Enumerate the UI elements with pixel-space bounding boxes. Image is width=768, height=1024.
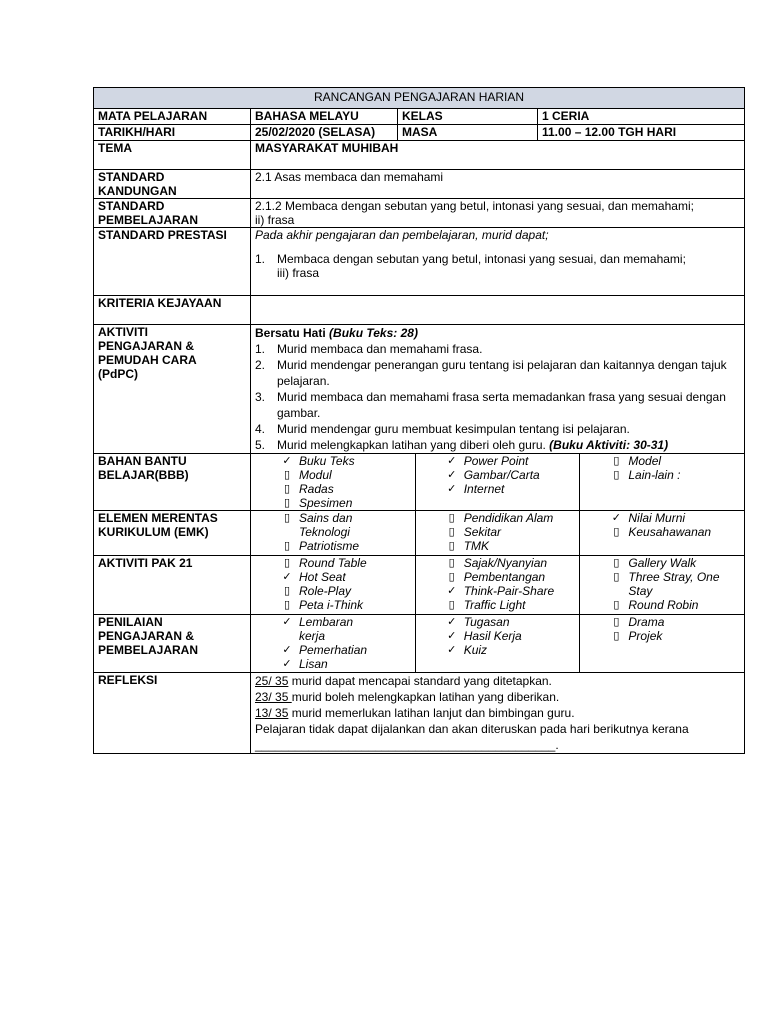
option-label: Nilai Murni [628,511,686,525]
emk-column [415,511,580,555]
option-label: Pemerhatian [299,643,368,657]
option-label: Sekitar [463,525,502,539]
activity-text [277,421,740,437]
activities-heading-reference: (Buku Teks: 28) [329,326,418,340]
option-label: Patriotisme [299,539,360,553]
option-item [440,525,576,539]
checkbox-icon: ▯ [283,539,291,552]
option-spacer [275,629,299,643]
reflection-value [251,673,745,754]
cross-curricular-label-line1: ELEMEN MERENTAS [98,511,218,525]
assessment-label-line1: PENILAIAN [98,615,163,629]
reflection-count-2: 23/ 35 [255,690,292,704]
theme-value: MASYARAKAT MUHIBAH [251,141,745,170]
activity-number: 4. [255,422,266,436]
document-title: RANCANGAN PENGAJARAN HARIAN [94,88,745,109]
option-item [275,657,411,671]
checkbox-icon: ▯ [448,556,455,569]
reflection-count-1: 25/ 35 [255,674,289,688]
option-label: Model [628,454,662,468]
option-label: Lain-lain : [628,468,681,482]
option-item [275,496,411,510]
checkmark-icon: ✓ [447,643,457,656]
teaching-aids-label-line2: BELAJAR(BBB) [98,468,189,482]
checkmark-icon: ✓ [282,643,292,656]
option-item [275,584,411,598]
learning-standard-value [251,199,745,228]
activity-text [277,389,740,421]
activity-number: 3. [255,390,266,404]
option-item [604,468,740,482]
option-item [604,556,740,570]
option-spacer [275,525,299,539]
cross-curricular-label-line2: KURIKULUM (EMK) [98,525,209,539]
performance-standard-text-line2: iii) frasa [277,266,320,280]
option-label: Modul [299,468,332,482]
activity-text [277,341,740,357]
option-label: Keusahawanan [628,525,712,539]
option-item [275,598,411,612]
option-item [440,468,576,482]
activities-label-line3: PEMUDAH CARA [98,353,197,367]
activity-number: 2. [255,358,266,372]
option-label: Sajak/Nyanyian [463,556,548,570]
pak-column [251,556,415,614]
checkbox-icon: ▯ [613,598,620,611]
checkbox-icon: ▯ [283,556,291,569]
performance-standard-number: 1. [255,252,266,266]
learning-standard-label-line2: PEMBELAJARAN [98,213,199,227]
activity-text [277,437,740,453]
option-item [275,511,411,525]
option-label: Peta i-Think [299,598,364,612]
activity-text-body: Murid melengkapkan latihan yang diberi oleh guru. [277,438,550,452]
time-label: MASA [398,125,538,141]
reflection-line-1 [255,673,740,689]
assessment-label-line2: PENGAJARAN & [98,629,195,643]
checkmark-icon: ✓ [447,482,457,495]
option-item [440,556,576,570]
option-item [440,511,576,525]
option-item [440,643,576,657]
option-label: Spesimen [299,496,353,510]
option-label: Stay [628,584,653,598]
option-label: Gallery Walk [628,556,697,570]
option-item [440,615,576,629]
option-item [604,454,740,468]
cross-curricular-options [251,511,745,556]
option-label: Internet [463,482,505,496]
checkbox-icon: ▯ [283,468,291,481]
option-item [604,511,740,525]
checkmark-icon: ✓ [447,584,457,597]
activity-text [277,357,740,389]
option-item [275,525,411,539]
activities-label [94,325,251,454]
bbb-column [251,454,415,510]
checkmark-icon: ✓ [282,657,292,670]
performance-standard-item [255,252,740,280]
option-item [275,643,411,657]
emk-column [251,511,415,555]
checkbox-icon: ▯ [283,496,291,509]
success-criteria-label: KRITERIA KEJAYAAN [94,296,251,325]
option-label: Power Point [463,454,529,468]
activities-label-line1: AKTIVITI [98,325,148,339]
activity-number: 5. [255,438,266,452]
option-label: Radas [299,482,334,496]
teaching-aids-options [251,454,745,511]
activities-value [251,325,745,454]
content-standard-label-line2: KANDUNGAN [98,184,177,198]
option-label: Think-Pair-Share [463,584,555,598]
option-label: Drama [628,615,665,629]
option-item [440,570,576,584]
option-label: Sains dan [299,511,353,525]
option-label: TMK [463,539,490,553]
option-item [440,629,576,643]
reflection-line-5: _____________________________________________. [255,738,559,752]
option-label: Hot Seat [299,570,346,584]
checkmark-icon: ✓ [447,454,457,467]
teaching-aids-label [94,454,251,511]
reflection-line-2 [255,689,740,705]
assessment-options [251,615,745,673]
activity-item [255,389,740,421]
option-item [604,615,740,629]
checkbox-icon: ▯ [283,598,291,611]
checkbox-icon: ▯ [448,570,455,583]
lesson-plan-table [93,87,745,754]
activity-item [255,437,740,453]
checkbox-icon: ▯ [448,539,455,552]
option-item [604,598,740,612]
emk-column [579,511,744,555]
class-value: 1 CERIA [538,109,745,125]
learning-standard-line1: 2.1.2 Membaca dengan sebutan yang betul, intonasi yang sesuai, dan memahami; [255,199,694,213]
option-label: Pendidikan Alam [463,511,554,525]
lesson-plan-document [93,87,744,754]
option-label: Gambar/Carta [463,468,540,482]
checkmark-icon: ✓ [282,570,292,583]
cross-curricular-label [94,511,251,556]
performance-standard-text [277,252,740,280]
theme-label: TEMA [94,141,251,170]
activity-text-body: Murid mendengar guru membuat kesimpulan tentang isi pelajaran. [277,422,630,436]
bbb-column [415,454,580,510]
performance-standard-text-line1: Membaca dengan sebutan yang betul, intonasi yang sesuai, dan memahami; [277,252,686,266]
content-standard-value: 2.1 Asas membaca dan memahami [251,170,745,199]
checkbox-icon: ▯ [448,511,455,524]
option-item [275,539,411,553]
option-label: Round Robin [628,598,699,612]
checkbox-icon: ▯ [448,525,455,538]
learning-standard-label [94,199,251,228]
option-label: Three Stray, One [628,570,720,584]
learning-standard-label-line1: STANDARD [98,199,165,213]
checkbox-icon: ▯ [283,584,291,597]
checkmark-icon: ✓ [611,511,621,524]
option-item [440,598,576,612]
checkmark-icon: ✓ [447,629,457,642]
option-label: Lisan [299,657,328,671]
option-label: Lembaran [299,615,354,629]
option-item [440,539,576,553]
checkbox-icon: ▯ [283,482,291,495]
reflection-text-2: murid boleh melengkapkan latihan yang diberikan. [291,690,560,704]
activity-text-body: Murid mendengar penerangan guru tentang isi pelajaran dan kaitannya dengan tajuk pelajaran. [277,358,727,388]
teaching-aids-label-line1: BAHAN BANTU [98,454,187,468]
pen-column [251,615,415,672]
checkmark-icon: ✓ [447,615,457,628]
pak-column [415,556,580,614]
option-item [604,584,740,598]
option-label: Tugasan [463,615,510,629]
option-item [604,570,740,584]
checkbox-icon: ▯ [613,468,620,481]
option-spacer [604,584,628,598]
option-label: Hasil Kerja [463,629,522,643]
reflection-count-3: 13/ 35 [255,706,289,720]
option-label: Kuiz [463,643,488,657]
option-item [275,615,411,629]
date-value: 25/02/2020 (SELASA) [251,125,398,141]
activities-label-line4: (PdPC) [98,367,138,381]
bbb-column [579,454,744,510]
option-label: Projek [628,629,663,643]
option-item [440,584,576,598]
activities-heading-title: Bersatu Hati [255,326,330,340]
option-label: Buku Teks [299,454,355,468]
subject-label: MATA PELAJARAN [94,109,251,125]
pak21-label: AKTIVITI PAK 21 [94,556,251,615]
pen-column [579,615,744,672]
checkbox-icon: ▯ [448,598,455,611]
activities-label-line2: PENGAJARAN & [98,339,195,353]
option-item [604,629,740,643]
option-label: kerja [299,629,326,643]
reflection-text-3: murid memerlukan latihan lanjut dan bimbingan guru. [288,706,575,720]
success-criteria-value [251,296,745,325]
assessment-label [94,615,251,673]
reflection-line-4: Pelajaran tidak dapat dijalankan dan akan diteruskan pada hari berikutnya kerana [255,722,689,736]
checkbox-icon: ▯ [613,525,620,538]
checkmark-icon: ✓ [447,468,457,481]
option-label: Round Table [299,556,367,570]
activity-text-body: Murid membaca dan memahami frasa. [277,342,483,356]
checkbox-icon: ▯ [283,511,291,524]
performance-standard-intro: Pada akhir pengajaran dan pembelajaran, murid dapat; [255,228,549,242]
subject-value: BAHASA MELAYU [251,109,398,125]
checkbox-icon: ▯ [613,454,620,467]
checkbox-icon: ▯ [613,629,620,642]
checkmark-icon: ✓ [282,615,292,628]
option-label: Role-Play [299,584,352,598]
option-item [275,570,411,584]
option-label: Teknologi [299,525,350,539]
activity-reference: (Buku Aktiviti: 30-31) [549,438,669,452]
reflection-line-3 [255,705,740,721]
activity-item [255,357,740,389]
activity-item [255,341,740,357]
assessment-label-line3: PEMBELAJARAN [98,643,199,657]
reflection-text-1: murid dapat mencapai standard yang ditetapkan. [288,674,552,688]
checkbox-icon: ▯ [613,615,620,628]
checkbox-icon: ▯ [613,570,620,583]
performance-standard-label: STANDARD PRESTASI [94,228,251,296]
pen-column [415,615,580,672]
activity-item [255,421,740,437]
learning-standard-line2: ii) frasa [255,213,295,227]
performance-standard-value [251,228,745,296]
option-item [440,454,576,468]
checkbox-icon: ▯ [613,556,620,569]
content-standard-label [94,170,251,199]
activity-number: 1. [255,342,266,356]
option-item [275,556,411,570]
option-label: Traffic Light [463,598,526,612]
class-label: KELAS [398,109,538,125]
checkmark-icon: ✓ [282,454,292,467]
date-label: TARIKH/HARI [94,125,251,141]
option-item [604,525,740,539]
option-item [275,454,411,468]
option-item [275,629,411,643]
activities-heading [255,325,740,341]
content-standard-label-line1: STANDARD [98,170,165,184]
activities-list [255,341,740,453]
pak-column [579,556,744,614]
option-item [275,468,411,482]
option-label: Pembentangan [463,570,546,584]
option-item [275,482,411,496]
time-value: 11.00 – 12.00 TGH HARI [538,125,745,141]
activity-text-body: Murid membaca dan memahami frasa serta memadankan frasa yang sesuai dengan gambar. [277,390,726,420]
reflection-label: REFLEKSI [94,673,251,754]
pak21-options [251,556,745,615]
option-item [440,482,576,496]
